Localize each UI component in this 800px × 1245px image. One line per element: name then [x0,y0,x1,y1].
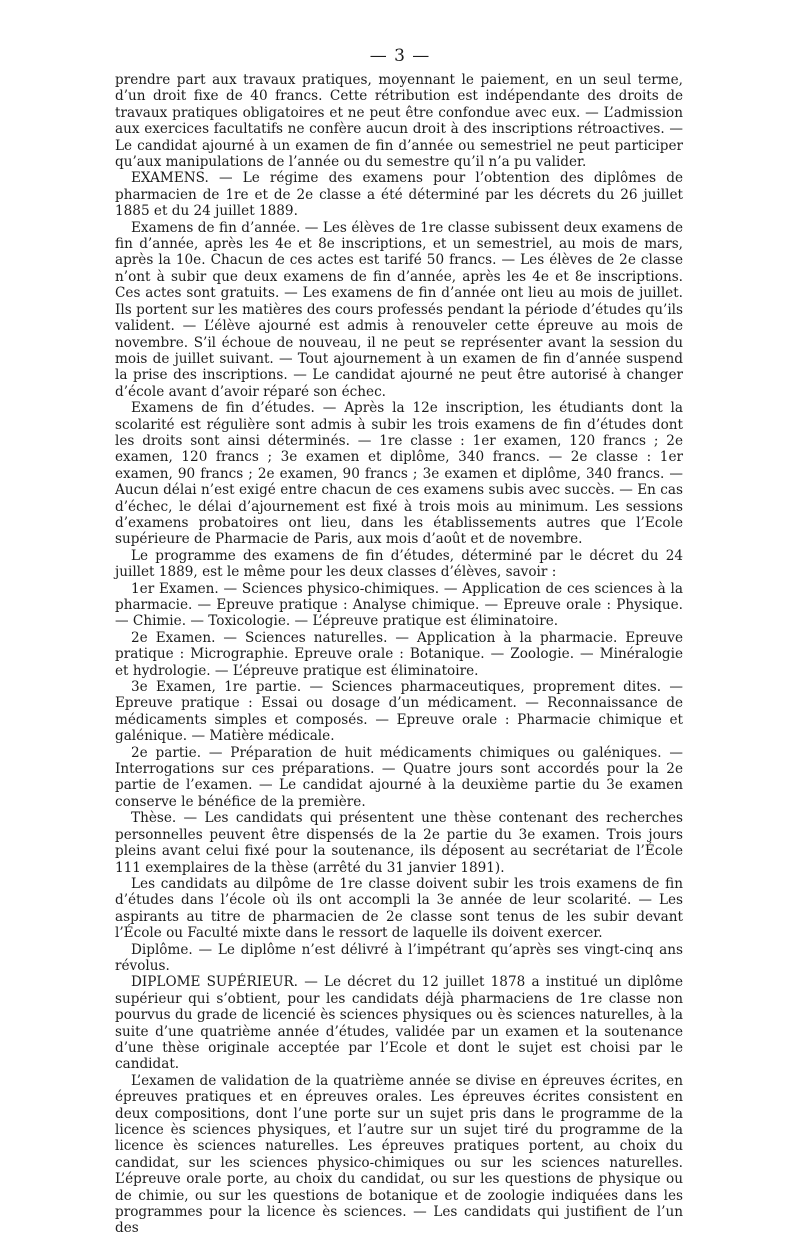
paragraph-examens-fin-etudes: Examens de fin d’études. — Après la 12e inscription, les étudiants dont la scolarité est régulière sont admis à subir les trois examens de fin d’études dont les droits sont ainsi déterminés. — 1re classe : 1er examen, 120 francs ; 2e examen, 120 francs ; 3e examen et diplôme, 340 francs. — 2e classe : 1er examen, 90 francs ; 2e examen, 90 francs ; 3e examen et diplôme, 340 francs. — Aucun délai n’est exigé entre chacun de ces examens subis avec succès. — En cas d’échec, le délai d’ajournement est fixé à trois mois au minimum. Les sessions d’examens probatoires ont lieu, dans les établissements autres que l’Ecole supérieure de Pharmacie de Paris, aux mois d’août et de novembre. [115,400,683,548]
paragraph-diplome-superieur: DIPLOME SUPÉRIEUR. — Le décret du 12 juillet 1878 a institué un diplôme supérieur qui s’obtient, pour les candidats déjà pharmaciens de 1re classe non pourvus du grade de licencié ès sciences physiques ou ès sciences naturelles, à la suite d’une quatrième année d’études, validée par un examen et la soutenance d’une thèse originale acceptée par l’Ecole et dont le sujet est choisi par le candidat. [115,974,683,1073]
paragraph-examen-validation: L’examen de validation de la quatrième année se divise en épreuves écrites, en épreuves pratiques et en épreuves orales. Les épreuves écrites consistent en deux compositions, dont l’une porte sur un sujet pris dans le programme de la licence ès sciences physiques, et l’autre sur un sujet tiré du programme de la licence ès sciences naturelles. Les épreuves pratiques portent, au choix du candidat, sur les sciences physico-chimiques ou sur les sciences naturelles. L’épreuve orale porte, au choix du candidat, ou sur les questions de physique ou de chimie, ou sur les questions de botanique et de zoologie indiquées dans les programmes pour la licence ès sciences. — Les candidats qui justifient de l’un des [115,1072,683,1237]
paragraph-examens-fin-annee: Examens de fin d’année. — Les élèves de 1re classe subissent deux examens de fin d’année, après les 4e et 8e inscriptions, et un semestriel, au mois de mars, après la 10e. Chacun de ces actes est tarifé 50 francs. — Les élèves de 2e classe n’ont à subir que deux examens de fin d’année, après les 4e et 8e inscriptions. Ces actes sont gratuits. — Les examens de fin d’année ont lieu au mois de juillet. Ils portent sur les matières des cours professés pendant la période d’études qu’ils valident. — L’élève ajourné est admis à renouveler cette épreuve au mois de novembre. S’il échoue de nouveau, il ne peut se représenter avant la session du mois de juillet suivant. — Tout ajournement à un examen de fin d’année suspend la prise des inscriptions. — Le candidat ajourné ne peut être autorisé à changer d’école avant d’avoir réparé son échec. [115,219,683,400]
page-number: — 3 — [369,46,431,66]
paragraph-diplome: Diplôme. — Le diplôme n’est délivré à l’impétrant qu’après ses vingt-cinq ans révolus. [115,941,683,974]
paragraph-candidats-diplome: Les candidats au dilpôme de 1re classe doivent subir les trois examens de fin d’études dans l’école où ils ont accompli la 3e année de leur scolarité. — Les aspirants au titre de pharmacien de 2e classe sont tenus de les subir devant l’École ou Faculté mixte dans le ressort de laquelle ils doivent exercer. [115,875,683,942]
paragraph-troisieme-examen-partie-1: 3e Examen, 1re partie. — Sciences pharmaceutiques, proprement dites. — Epreuve pratique : Essai ou dosage d’un médicament. — Reconnaissance de médicaments simples et composés. — Epreuve orale : Pharmacie chimique et galénique. — Matière médicale. [115,679,683,745]
paragraph-programme: Le programme des examens de fin d’études, déterminé par le décret du 24 juillet 1889, est le même pour les deux classes d’élèves, savoir : [115,547,683,581]
paragraph-deuxieme-examen: 2e Examen. — Sciences naturelles. — Application à la pharmacie. Epreuve pratique : Micrographie. Epreuve orale : Botanique. — Zoologie. — Minéralogie et hydrologie. — L’épreuve pratique est éliminatoire. [115,629,683,679]
body-text [115,72,683,1237]
paragraph-premier-examen: 1er Examen. — Sciences physico-chimiques. — Application de ces sciences à la pharmacie. — Epreuve pratique : Analyse chimique. — Epreuve orale : Physique. — Chimie. — Toxicologie. — L’épreuve pratique est éliminatoire. [115,580,683,630]
paragraph-these: Thèse. — Les candidats qui présentent une thèse contenant des recherches personnelles peuvent être dispensés de la 2e partie du 3e examen. Trois jours pleins avant celui fixé pour la soutenance, ils déposent au secrétariat de l’École 111 exemplaires de la thèse (arrêté du 31 janvier 1891). [115,810,683,876]
paragraph-troisieme-examen-partie-2: 2e partie. — Préparation de huit médicaments chimiques ou galéniques. — Interrogations sur ces préparations. — Quatre jours sont accordés pour la 2e partie de l’examen. — Le candidat ajourné à la deuxième partie du 3e examen conserve le bénéfice de la première. [115,744,683,810]
paragraph-examens: EXAMENS. — Le régime des examens pour l’obtention des diplômes de pharmacien de 1re et de 2e classe a été déterminé par les décrets du 26 juillet 1885 et du 24 juillet 1889. [115,170,683,220]
paragraph-travaux-pratiques: prendre part aux travaux pratiques, moyennant le paiement, en un seul terme, d’un droit fixe de 40 francs. Cette rétribution est indépendante des droits de travaux pratiques obligatoires et ne peut être confondue avec eux. — L’admission aux exercices facultatifs ne confère aucun droit à des inscriptions rétroactives. — Le candidat ajourné à un examen de fin d’année ou semestriel ne peut participer qu’aux manipulations de l’année ou du semestre qu’il n’a pu valider. [115,72,683,171]
